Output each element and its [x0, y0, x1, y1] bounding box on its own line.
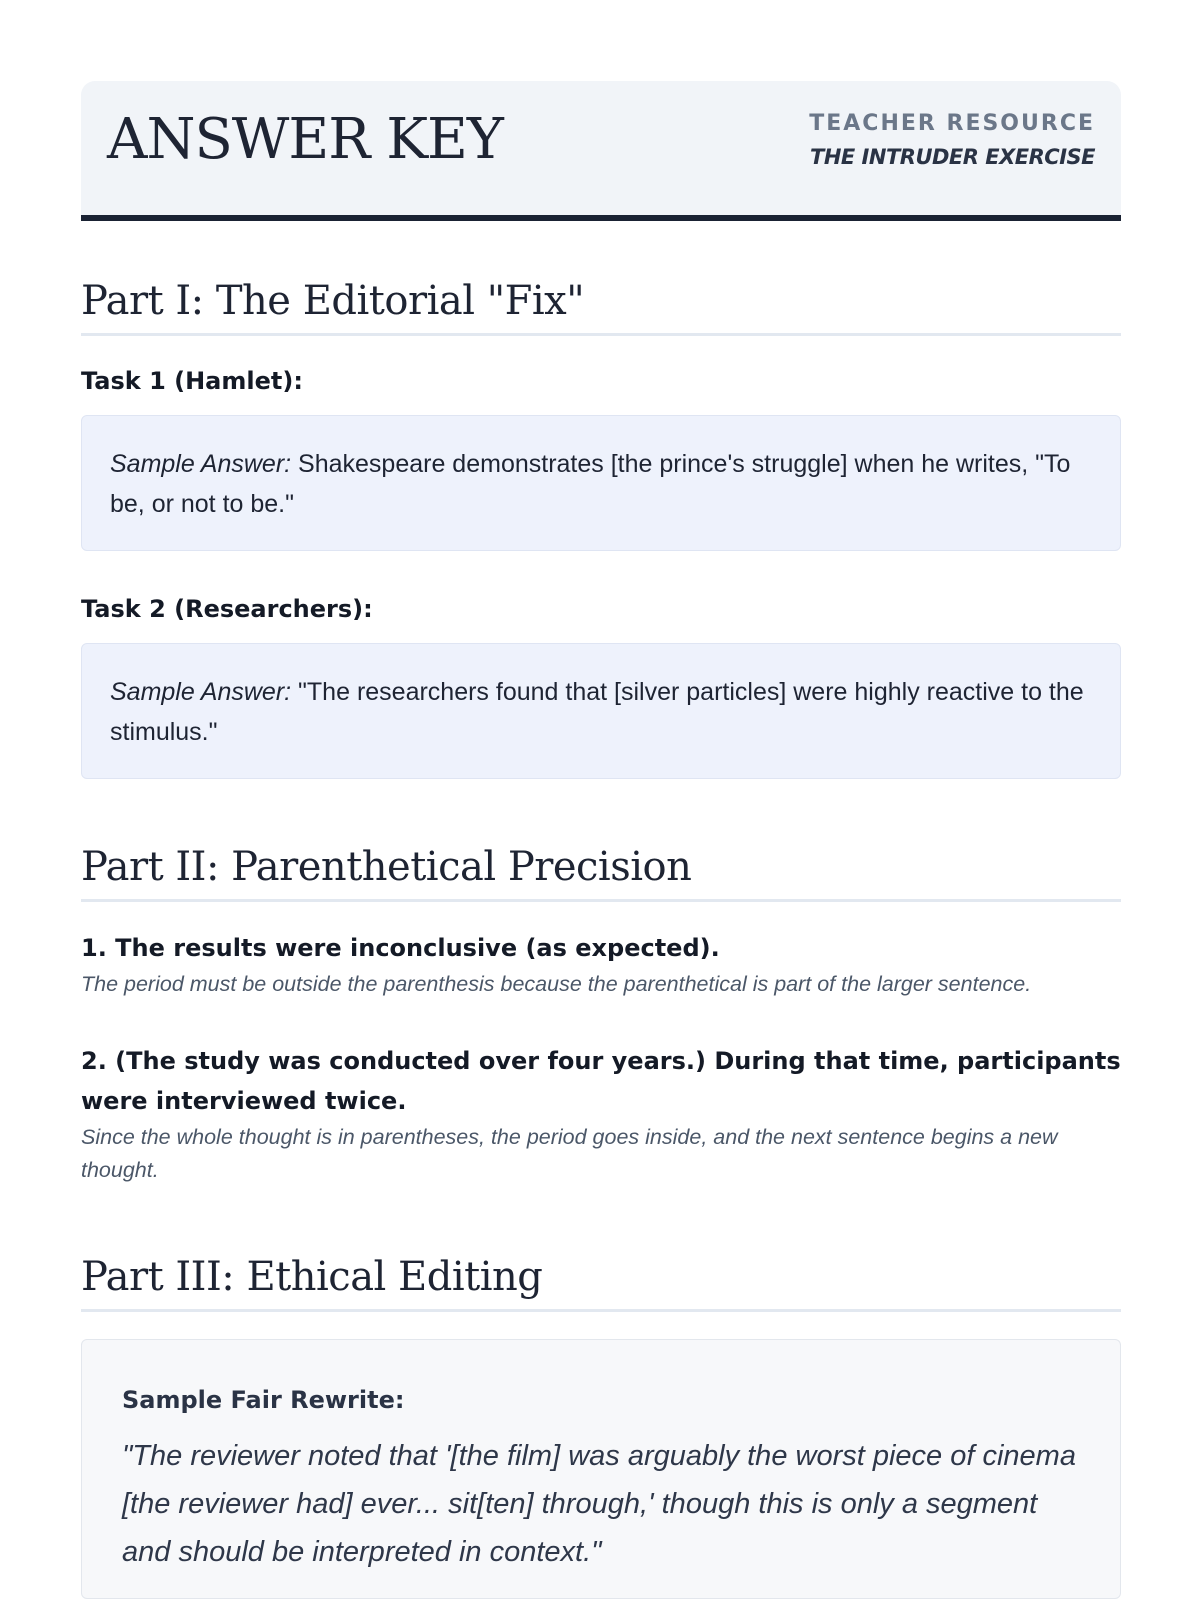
header-meta	[809, 109, 1095, 173]
item-question: 2. (The study was conducted over four years.) During that time, participants were interviewed twice.	[81, 1047, 1121, 1115]
answer-text: "The researchers found that [silver particles] were highly reactive to the stimulus."	[110, 678, 1084, 746]
list-item	[81, 1041, 1121, 1187]
resource-label: TEACHER RESOURCE	[809, 111, 1095, 136]
section-part-2	[81, 843, 1121, 1187]
section-title: Part III: Ethical Editing	[81, 1253, 1121, 1312]
item-question: 1. The results were inconclusive (as expected).	[81, 934, 720, 962]
exercise-name: THE INTRUDER EXERCISE	[810, 145, 1095, 169]
answer-key-page	[81, 81, 1121, 1599]
list-item	[81, 928, 1121, 1001]
answer-lead: Sample Answer:	[110, 450, 292, 478]
rewrite-text: "The reviewer noted that '[the film] was arguably the worst piece of cinema [the reviewer had] ever... sit[ten] through,' though this is only a segment and should be interpreted in context."	[122, 1440, 1076, 1568]
answer-box	[81, 643, 1121, 779]
section-part-1	[81, 277, 1121, 779]
section-part-3	[81, 1253, 1121, 1599]
task-label: Task 2 (Researchers):	[81, 595, 373, 623]
rewrite-label: Sample Fair Rewrite:	[122, 1386, 405, 1414]
item-note: Since the whole thought is in parentheses, the period goes inside, and the next sentence begins a new thought.	[81, 1125, 1058, 1182]
section-title: Part I: The Editorial "Fix"	[81, 277, 1121, 336]
answer-text: Shakespeare demonstrates [the prince's struggle] when he writes, "To be, or not to be."	[110, 450, 1071, 518]
section-title: Part II: Parenthetical Precision	[81, 843, 1121, 902]
item-note: The period must be outside the parenthesis because the parenthetical is part of the larger sentence.	[81, 972, 1032, 996]
page-title: ANSWER KEY	[107, 107, 503, 172]
task-label: Task 1 (Hamlet):	[81, 367, 303, 395]
answer-box	[81, 415, 1121, 551]
answer-lead: Sample Answer:	[110, 678, 292, 706]
sample-rewrite-box	[81, 1339, 1121, 1599]
header	[81, 81, 1121, 221]
